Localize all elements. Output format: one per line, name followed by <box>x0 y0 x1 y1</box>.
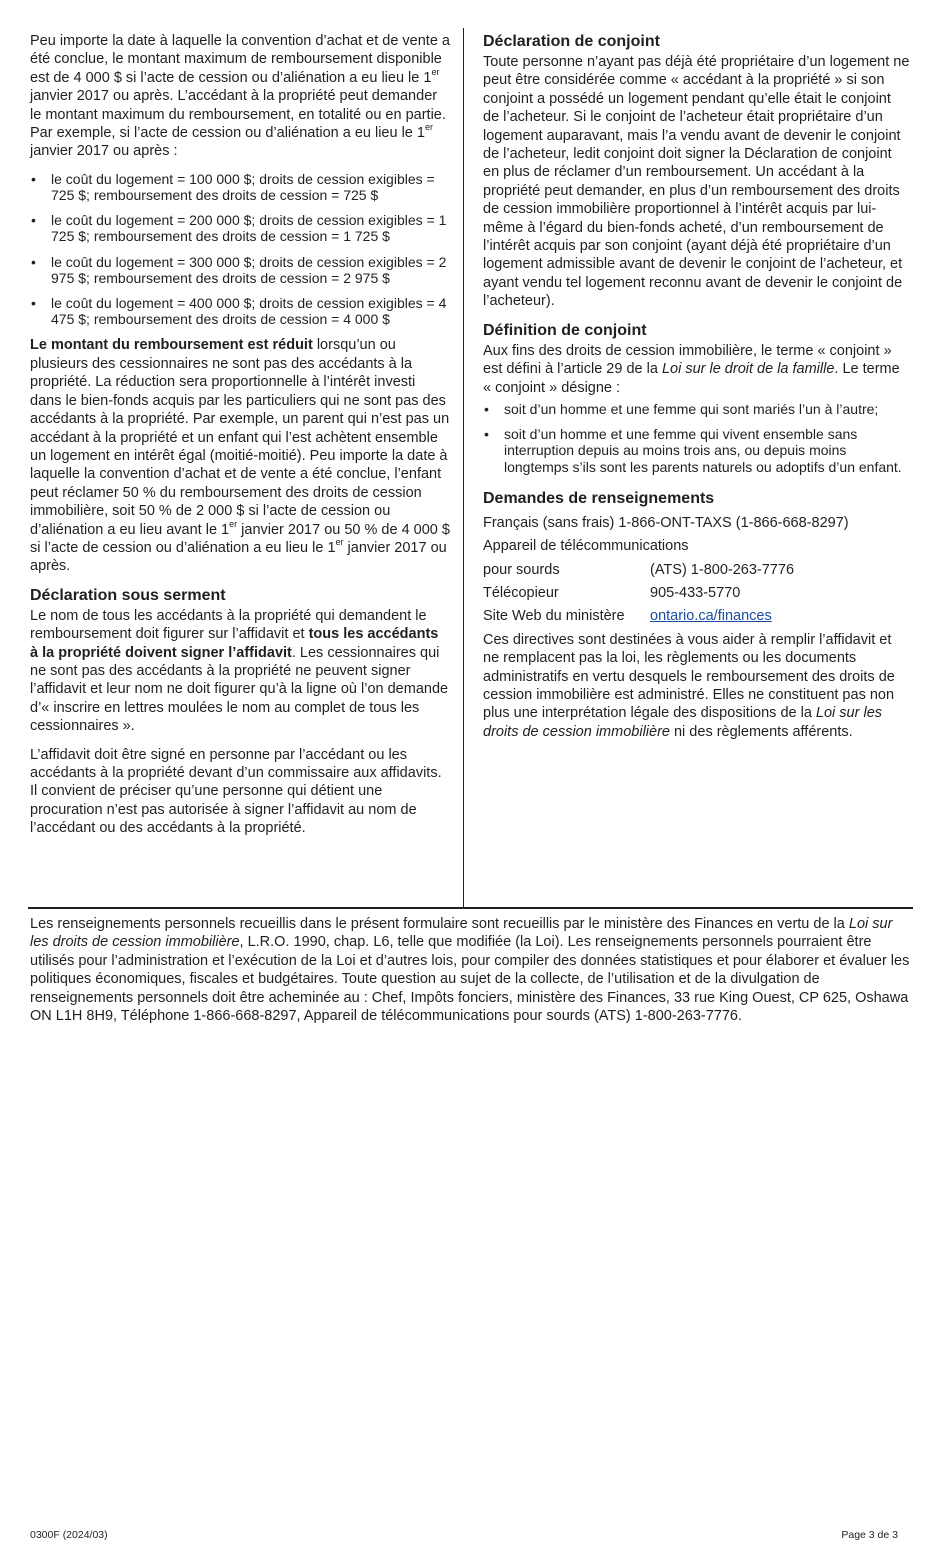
list-item: • soit d’un homme et une femme qui sont mariés l’un à l’autre; <box>484 400 879 417</box>
form-id: 0300F (2024/03) <box>30 1529 108 1541</box>
privacy-notice: Les renseignements personnels recueillis dans le présent formulaire sont recueillis par le ministère des Finances en vertu de la Loi sur les droits de cession immobilière, L.R.O. 1990, chap. L6, telle que modifiée (la Loi). Les renseignements personnels pourraient être utilisés pour l’administration et l’exécution de la Loi et d’autres lois, pour compiler des données statistiques et pour élaborer et évaluer les politiques économiques, fiscales et budgétaires. Toute question au sujet de la collecte, de l’utilisation et de la divulgation de renseignements personnels doit être acheminée au : Chef, Impôts fonciers, ministère des Finances, 33 rue King Ouest, CP 625, Oshawa ON L1H 8H9, Téléphone 1-866-668-8297, Appareil de télécommunications pour sourds (ATS) 1-800-263-7776. <box>30 916 910 1025</box>
list-item: • le coût du logement = 200 000 $; droits de cession exigibles = 1 725 $; remboursement des droits de cession = 1 725 $ <box>31 212 447 245</box>
website-row: Site Web du ministère ontario.ca/finances <box>483 608 772 625</box>
website-link[interactable]: ontario.ca/finances <box>650 608 772 625</box>
bullet-icon: • <box>31 170 36 187</box>
page-number: Page 3 de 3 <box>841 1529 898 1541</box>
tty-row: pour sourds (ATS) 1-800-263-7776 <box>483 561 795 578</box>
list-item: • le coût du logement = 100 000 $; droits de cession exigibles = 725 $; remboursement des droits de cession = 725 $ <box>31 170 435 204</box>
section-divider <box>28 907 913 909</box>
bullet-icon: • <box>484 400 489 417</box>
bullet-icon: • <box>31 212 36 229</box>
oath-heading: Déclaration sous serment <box>30 586 226 604</box>
column-divider <box>463 28 464 908</box>
oath-paragraph-2: L’affidavit doit être signé en personne par l’accédant ou les accédants à la propriété devant d’un commissaire aux affidavits. Il convient de préciser qu’une personne qui détient une procuration n’est pas autorisée à signer l’affidavit au nom de l’accédant ou des accédants à la propriété. <box>30 746 442 837</box>
left-column <box>30 32 450 848</box>
guide-paragraph: Ces directives sont destinées à vous aider à remplir l’affidavit et ne remplacent pas la loi, les règlements ou les documents administratifs en vertu desquels le remboursement des droits de cession immobilière est administré. Elles ne constituent pas non plus une interprétation légale des dispositions de la Loi sur les droits de cession immobilière ni des règlements afférents. <box>483 631 895 740</box>
bullet-icon: • <box>31 295 36 312</box>
oath-paragraph-1: Le nom de tous les accédants à la propriété qui demandent le remboursement doit figurer sur l’affidavit et tous les accédants à la propriété doivent signer l’affidavit. Les cessionnaires qui ne sont pas des accédants à la propriété ne peuvent signer l’affidavit et leur nom ne doit figurer qu’à la ligne où l’on demande d’« inscrire en lettres moulées le nom au complet de tous les cessionnaires ». <box>30 607 449 735</box>
fax-row: Télécopieur 905-433-5770 <box>483 584 741 601</box>
example-list <box>30 171 450 328</box>
tty-line: Appareil de télécommunications <box>483 538 689 555</box>
spouse-definition-heading: Définition de conjoint <box>483 321 647 339</box>
inquiries-heading: Demandes de renseignements <box>483 489 715 507</box>
list-item: • le coût du logement = 300 000 $; droits de cession exigibles = 2 975 $; remboursement des droits de cession = 2 975 $ <box>31 253 447 286</box>
spouse-definition-list <box>483 401 911 475</box>
spouse-declaration-paragraph: Toute personne n’ayant pas déjà été propriétaire d’un logement ne peut être considérée comme « accédant à la propriété » si son conjoint a possédé un logement pendant qu’elle était le conjoint de l’acheteur. Si le conjoint de l’acheteur était propriétaire d’un logement auparavant, mais l’a vendu avant de devenir le conjoint de l’acheteur, ledit conjoint doit signer la Déclaration de conjoint en plus de réclamer d’un remboursement. Un accédant à la propriété peut demander, en plus d’un remboursement des droits de cession immobilière proportionnel à l’intérêt acquis par lui-même à l’égard du bien-fonds acheté, d’un remboursement de l’intérêt acquis par son conjoint (ayant déjà été propriétaire d’un logement admissible avant de devenir le conjoint de l’acheteur, et ayant vendu tel logement reconnu avant de devenir le conjoint de l’acheteur). <box>483 54 910 310</box>
bullet-icon: • <box>484 426 489 443</box>
french-line: Français (sans frais) 1-866-ONT-TAXS (1-866-668-8297) <box>483 514 849 531</box>
list-item: • le coût du logement = 400 000 $; droits de cession exigibles = 4 475 $; remboursement des droits de cession = 4 000 $ <box>31 295 447 328</box>
right-column <box>483 32 911 751</box>
reduced-paragraph: Le montant du remboursement est réduit lorsqu’un ou plusieurs des cessionnaires ne sont pas des accédants à la propriété. La réduction sera proportionnelle à l’intérêt investi dans le bien-fonds acquis par les particuliers qui ne sont pas des accédants à la propriété. Par exemple, un parent qui n’est pas un accédant à la propriété et un enfant qui l’est achètent ensemble un logement en intérêt égal (moitié-moitié). Peu importe la date à laquelle la convention d’achat et de vente a été conclue, l’enfant peut réclamer 50 % du remboursement des droits de cession immobilière, soit 50 % de 2 000 $ si l’acte de cession ou d’aliénation a eu lieu avant le 1er janvier 2017 ou 50 % de 4 000 $ si l’acte de cession ou d’aliénation a eu lieu le 1er janvier 2017 ou après. <box>30 337 450 575</box>
list-item: • soit d’un homme et une femme qui vivent ensemble sans interruption depuis au moins trois ans, ou depuis moins longtemps s’ils sont les parents naturels ou adoptifs d’un enfant. <box>484 426 902 475</box>
bullet-icon: • <box>31 253 36 270</box>
spouse-declaration-heading: Déclaration de conjoint <box>483 33 660 50</box>
spouse-definition-paragraph: Aux fins des droits de cession immobilière, le terme « conjoint » est défini à l’article 29 de la Loi sur le droit de la famille. Le terme « conjoint » désigne : <box>483 342 900 396</box>
intro-paragraph: Peu importe la date à laquelle la convention d’achat et de vente a été conclue, le montant maximum de remboursement disponible est de 4 000 $ si l’acte de cession ou d’aliénation a eu lieu le 1er janvier 2017 ou après. L’accédant à la propriété peut demander le montant maximum du remboursement, en totalité ou en partie. Par exemple, si l’acte de cession ou d’aliénation a eu lieu le 1er janvier 2017 ou après : <box>30 33 450 160</box>
